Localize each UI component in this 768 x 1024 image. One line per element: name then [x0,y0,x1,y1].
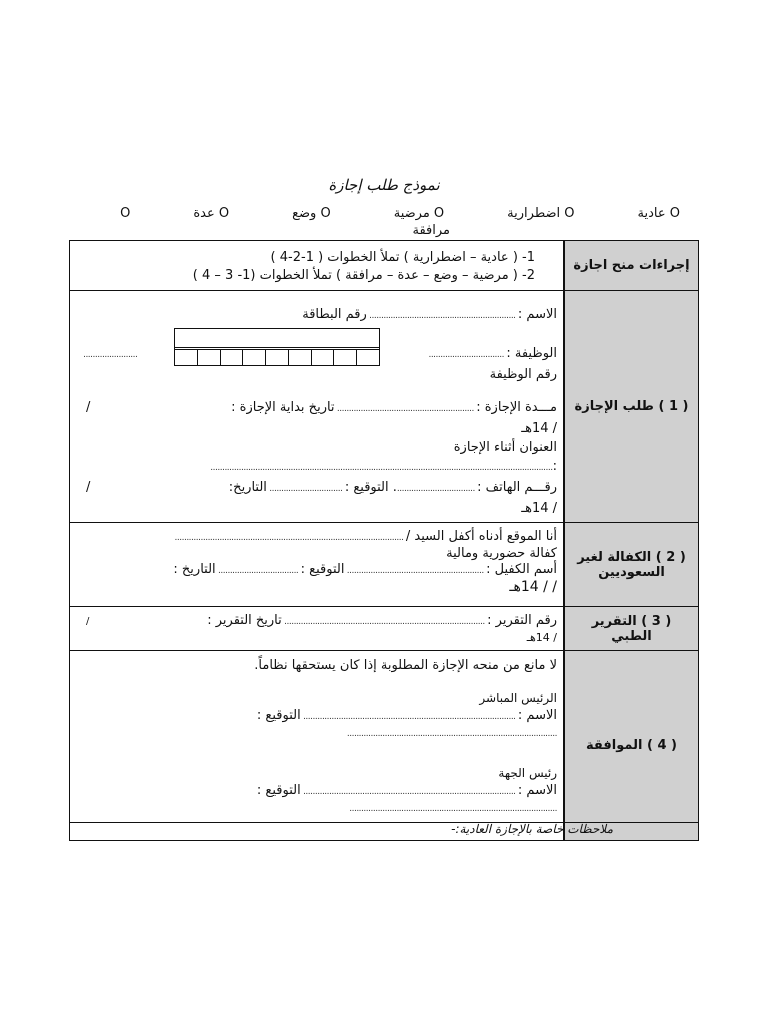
approval-body [70,651,565,841]
leave-type-options [120,206,680,238]
option-emergency[interactable]: O اضطرارية [507,206,575,221]
leave-form-table [69,240,699,841]
phone-field[interactable]: ................................. [396,484,478,494]
option-maternity[interactable]: O وضع [292,206,331,221]
duration-label: مـــدة الإجازة : [476,400,557,415]
direct-boss-sign-field[interactable]: ......................................................................................... [346,729,557,739]
request-date-sep: / [86,480,91,495]
guarantee-line-1 [76,529,557,546]
address-field[interactable]: ................................................................................................................................................. [210,463,553,473]
regular-leave-notes: ملاحظات خاصة بالإجازة العادية:- [451,822,613,836]
address-colon: : [552,459,557,474]
guarantee-date-label: التاريخ : [173,562,216,577]
option-regular[interactable]: O عادية [637,206,680,221]
address-row [76,457,557,478]
report-date-label: تاريخ التقرير : [207,613,282,628]
report-date-sep: / [86,616,90,627]
procedures-label: إجراءات منح اجازة [564,241,699,291]
approval-label: ( 4 ) الموافقة [564,651,699,841]
dept-head-sign-field[interactable]: ........................................................................................ [349,804,557,814]
guarantee-person-field[interactable]: ................................................................................................. [174,533,406,543]
card-number-boxes[interactable] [174,328,380,366]
duration-row [76,398,557,419]
medical-body [70,607,565,651]
guarantor-field[interactable]: .......................................................... [344,566,487,576]
guarantee-sign-label: التوقيع : [300,562,345,577]
guarantee-sign-field[interactable]: .................................. [215,566,301,576]
start-date-label: تاريخ بداية الإجازة : [231,400,335,415]
procedure-line-2: 2- ( مرضية – وضع – عدة – مرافقة ) تملأ الخطوات (1- 3 – 4 ) [192,268,535,283]
request-date-label: التاريخ: [228,480,267,495]
job-extra-field[interactable]: ....................... [76,350,138,360]
direct-boss-sign-label: التوقيع : [256,708,301,723]
guarantee-label: ( 2 ) الكفالة لغير السعوديين [564,523,699,607]
guarantee-statement: أنا الموقع أدناه أكفل السيد / [405,529,557,544]
name-field[interactable]: .............................................................. [366,311,518,321]
report-date-hijri: / 14هـ [526,631,557,644]
option-iddah[interactable]: O عدة [193,206,230,221]
start-date-sep: / [86,400,91,415]
guarantor-row [76,562,557,579]
card-number-label: رقم البطاقة [302,307,367,322]
option-companion[interactable]: مرافقة [412,223,450,238]
phone-label: رقـــم الهاتف : [477,480,557,495]
guarantee-body [70,523,565,607]
name-row [76,305,557,326]
dept-head-name-field[interactable]: .......................................................................................... [300,787,518,797]
form-title: نموذج طلب إجازة [328,176,440,194]
medical-label: ( 3 ) التقرير الطبي [564,607,699,651]
request-sign-label: التوقيع : [344,480,389,495]
request-body [70,291,565,523]
phone-row: رقـــم الهاتف : ................................. . التوقيع : ............................... التاريخ: / [76,478,557,499]
duration-field[interactable]: .......................................................... [334,404,477,414]
start-date-hijri: / 14هـ [521,421,557,436]
guarantor-label: أسم الكفيل : [486,562,557,577]
report-number-label: رقم التقرير : [487,613,557,628]
job-label: الوظيفة : [506,346,557,361]
job-number-label: رقم الوظيفة [489,367,557,382]
dept-head-label: رئيس الجهة [498,766,557,780]
guarantee-date-hijri: / / 14هـ [509,579,557,595]
request-date-hijri: / 14هـ [521,501,557,516]
address-label: العنوان أثناء الإجازة [453,440,557,455]
dept-head-sign-label: التوقيع : [256,783,301,798]
direct-boss-row [76,707,557,726]
dept-head-row [76,782,557,801]
procedure-line-1: 1- ( عادية – اضطرارية ) تملأ الخطوات ( 1-2-4 ) [270,250,535,265]
request-label: ( 1 ) طلب الإجازة [564,291,699,523]
option-companion-marker[interactable]: O [120,206,131,221]
request-sign-field[interactable]: ............................... [266,484,345,494]
direct-boss-name-field[interactable]: .......................................................................................... [300,712,518,722]
name-label: الاسم : [517,307,557,322]
guarantee-line-2: كفالة حضورية ومالية [446,546,557,561]
report-number-field[interactable]: ..................................................................................... [281,617,488,627]
direct-boss-label: الرئيس المباشر [479,691,557,705]
dept-head-name-label: الاسم : [517,783,557,798]
option-sick[interactable]: O مرضية [393,206,445,221]
procedures-body [70,241,565,291]
report-row [76,613,557,630]
job-field[interactable]: ................................ [428,350,507,360]
approval-statement: لا مانع من منحه الإجازة المطلوبة إذا كان يستحقها نظاماً. [254,658,557,673]
direct-boss-name-label: الاسم : [517,708,557,723]
